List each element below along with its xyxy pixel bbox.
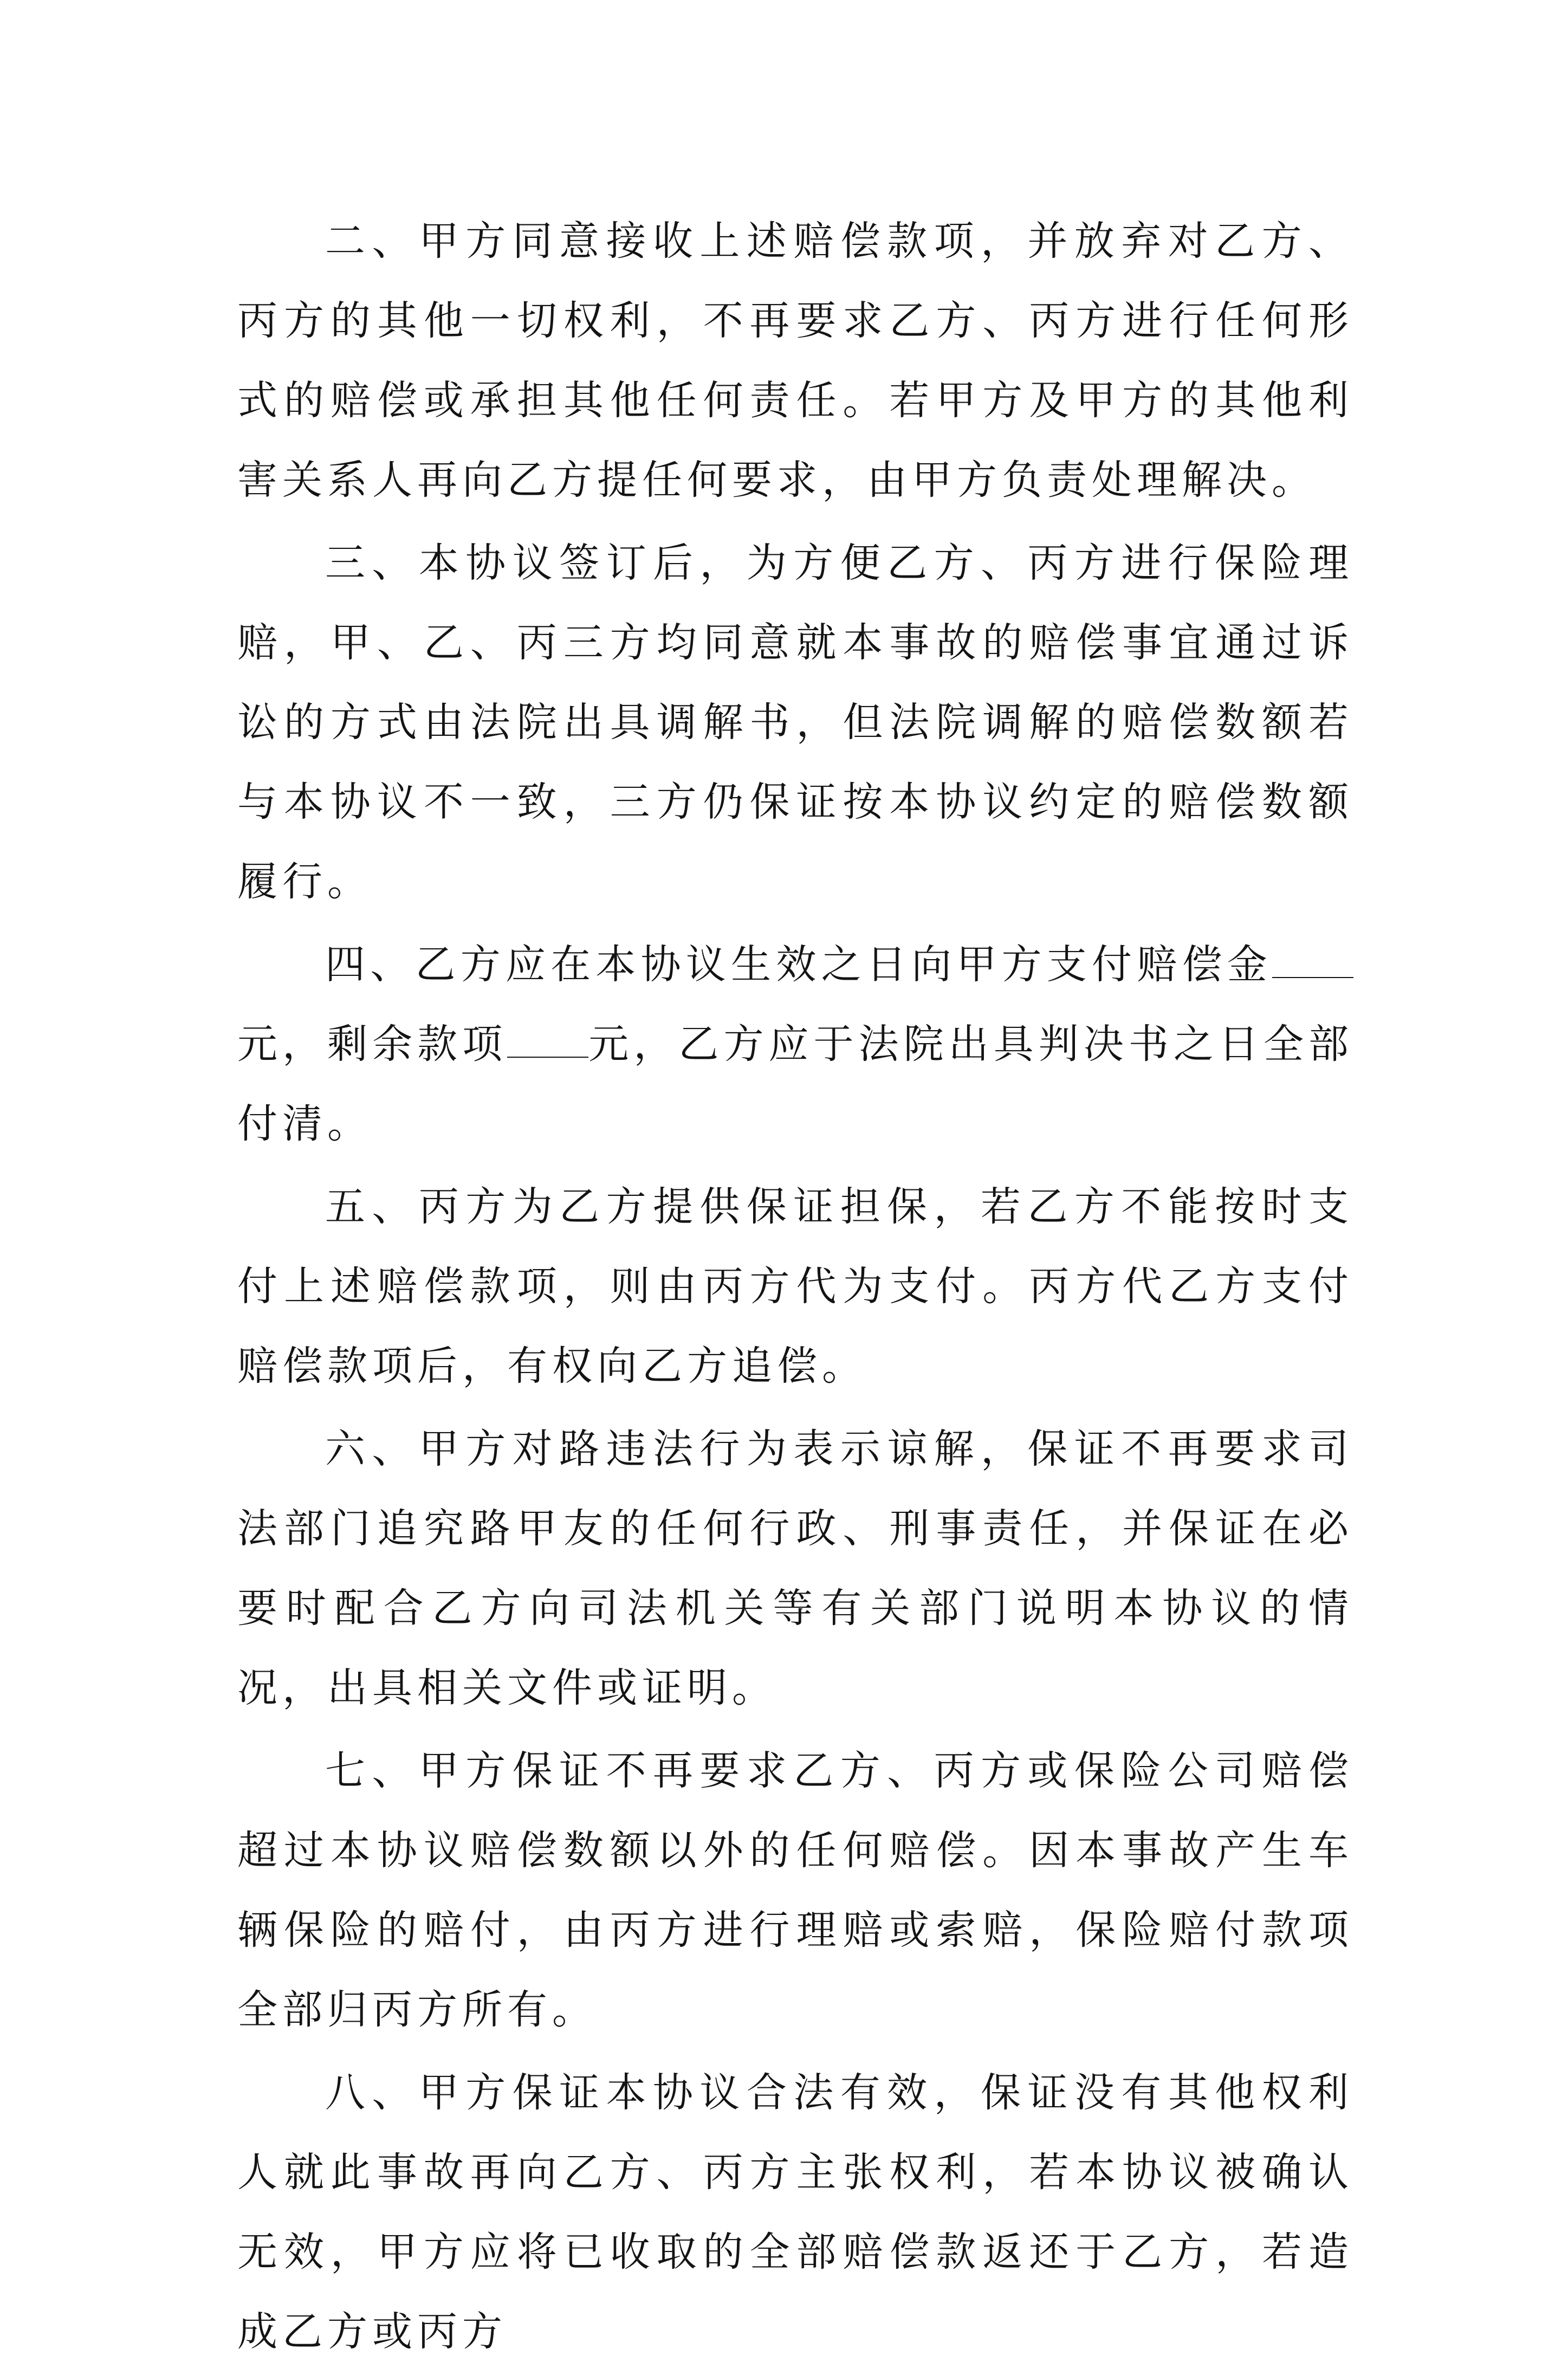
clause-4-text-c: 元，乙方应于法院出具判决书之日全部付清。 bbox=[237, 1021, 1354, 1147]
clause-4-text-a: 四、乙方应在本协议生效之日向甲方支付赔偿金 bbox=[325, 941, 1272, 988]
amount-blank-2 bbox=[507, 1024, 588, 1058]
clause-7: 七、甲方保证不再要求乙方、丙方或保险公司赔偿超过本协议赔偿数额以外的任何赔偿。因本事故产生车辆保险的赔付，由丙方进行理赔或索赔，保险赔付款项全部归丙方所有。 bbox=[237, 1748, 1353, 2033]
amount-blank-1 bbox=[1272, 944, 1353, 978]
clause-4-text-b: 元，剩余款项 bbox=[237, 1021, 508, 1067]
document-body bbox=[237, 202, 1353, 2375]
clause-8: 八、甲方保证本协议合法有效，保证没有其他权利人就此事故再向乙方、丙方主张权利，若本协议被确认无效，甲方应将已收取的全部赔偿款返还于乙方，若造成乙方或丙方 bbox=[237, 2069, 1353, 2355]
clause-5: 五、丙方为乙方提供保证担保，若乙方不能按时支付上述赔偿款项，则由丙方代为支付。丙方代乙方支付赔偿款项后，有权向乙方追偿。 bbox=[237, 1183, 1353, 1389]
clause-4 bbox=[237, 925, 1353, 1164]
clause-3: 三、本协议签订后，为方便乙方、丙方进行保险理赔，甲、乙、丙三方均同意就本事故的赔偿事宜通过诉讼的方式由法院出具调解书，但法院调解的赔偿数额若与本协议不一致，三方仍保证按本协议约定的赔偿数额履行。 bbox=[237, 540, 1353, 905]
clause-2: 二、甲方同意接收上述赔偿款项，并放弃对乙方、丙方的其他一切权利，不再要求乙方、丙方进行任何形式的赔偿或承担其他任何责任。若甲方及甲方的其他利害关系人再向乙方提任何要求，由甲方负责处理解决。 bbox=[237, 218, 1353, 503]
clause-6: 六、甲方对路违法行为表示谅解，保证不再要求司法部门追究路甲友的任何行政、刑事责任，并保证在必要时配合乙方向司法机关等有关部门说明本协议的情况，出具相关文件或证明。 bbox=[237, 1426, 1353, 1711]
